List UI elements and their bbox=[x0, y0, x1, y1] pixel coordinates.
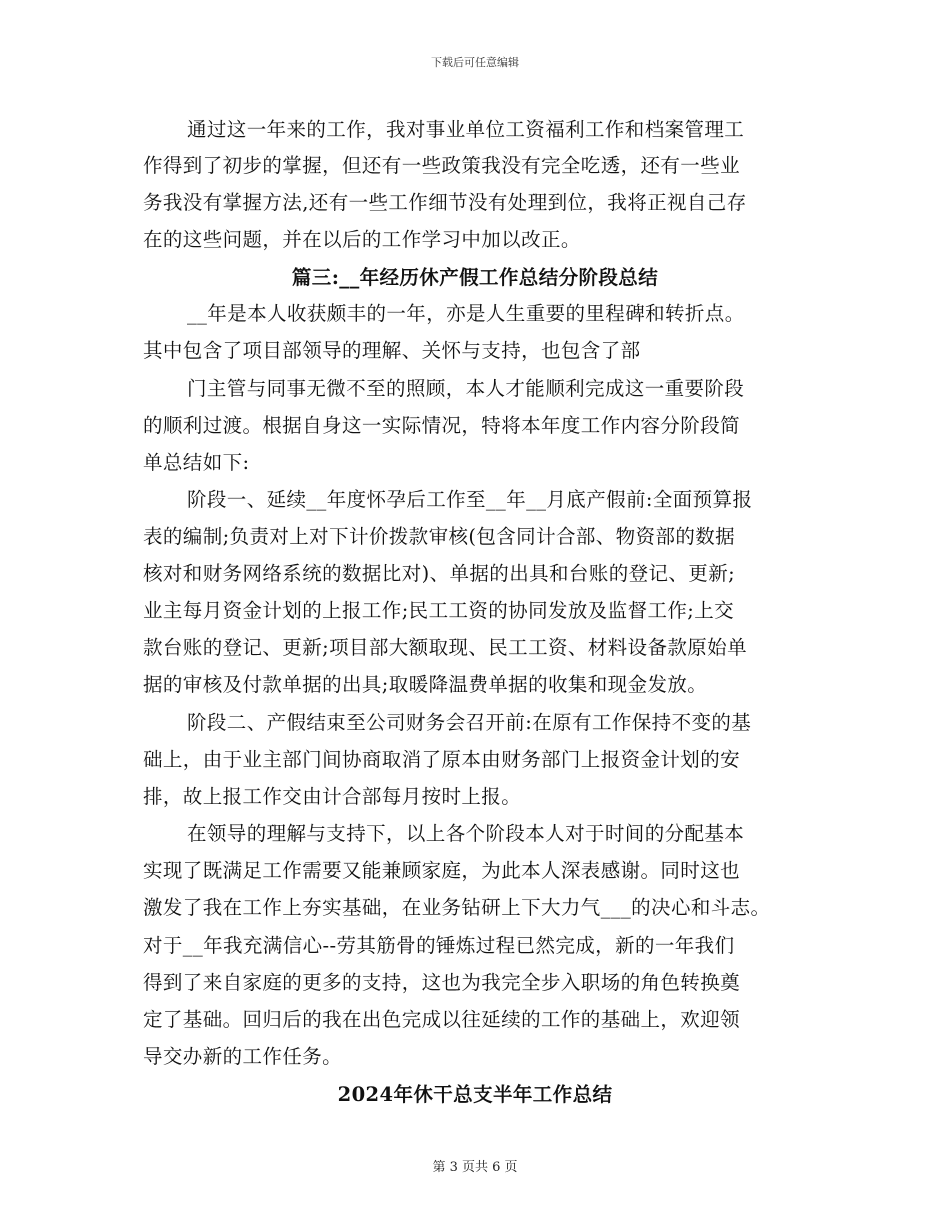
paragraph-line: 阶段一、延续__年度怀孕后工作至__年__月底产假前:全面预算报 bbox=[187, 488, 753, 511]
paragraph-line: 激发了我在工作上夯实基础，在业务钻研上下大力气___的决心和斗志。 bbox=[143, 896, 771, 919]
paragraph-line: __年是本人收获颇丰的一年，亦是人生重要的里程碑和转折点。 bbox=[187, 302, 745, 325]
section-heading: 篇三:__年经历休产假工作总结分阶段总结 bbox=[291, 266, 659, 289]
paragraph-line: 阶段二、产假结束至公司财务会召开前:在原有工作保持不变的基 bbox=[187, 711, 752, 734]
paragraph-line: 款台账的登记、更新;项目部大额取现、民工工资、材料设备款原始单 bbox=[143, 636, 747, 659]
paragraph-line: 据的审核及付款单据的出具;取暖降温费单据的收集和现金发放。 bbox=[143, 673, 708, 696]
paragraph-line: 础上，由于业主部门间协商取消了原本由财务部门上报资金计划的安 bbox=[143, 748, 741, 771]
paragraph-line: 定了基础。回归后的我在出色完成以往延续的工作的基础上，欢迎领 bbox=[143, 1008, 741, 1031]
paragraph-line: 的顺利过渡。根据自身这一实际情况，特将本年度工作内容分阶段简 bbox=[143, 414, 741, 437]
paragraph-line: 排，故上报工作交由计合部每月按时上报。 bbox=[143, 785, 522, 808]
paragraph-line: 单总结如下: bbox=[143, 451, 250, 474]
paragraph-line: 门主管与同事无微不至的照顾，本人才能顺利完成这一重要阶段 bbox=[187, 377, 745, 400]
paragraph-line: 在领导的理解与支持下，以上各个阶段本人对于时间的分配基本 bbox=[187, 822, 745, 845]
page-header: 下载后可任意编辑 bbox=[431, 56, 519, 69]
paragraph-line: 得到了来自家庭的更多的支持，这也为我完全步入职场的角色转换奠 bbox=[143, 971, 741, 994]
paragraph-line: 实现了既满足工作需要又能兼顾家庭，为此本人深表感谢。同时这也 bbox=[143, 859, 741, 882]
paragraph-line: 务我没有掌握方法,还有一些工作细节没有处理到位，我将正视自己存 bbox=[143, 191, 747, 214]
paragraph-line: 核对和财务网络系统的数据比对)、单据的出具和台账的登记、更新; bbox=[143, 562, 736, 585]
paragraph-line: 表的编制;负责对上对下计价拨款审核(包含同计合部、物资部的数据 bbox=[143, 525, 736, 548]
document-title: 2024年休干总支半年工作总结 bbox=[337, 1083, 613, 1106]
paragraph-line: 在的这些问题，并在以后的工作学习中加以改正。 bbox=[143, 228, 581, 251]
paragraph-line: 对于__年我充满信心--劳其筋骨的锤炼过程已然完成，新的一年我们 bbox=[143, 934, 735, 957]
paragraph-line: 其中包含了项目部领导的理解、关怀与支持，也包含了部 bbox=[143, 339, 641, 362]
paragraph-line: 作得到了初步的掌握，但还有一些政策我没有完全吃透，还有一些业 bbox=[143, 154, 741, 177]
page-footer: 第 3 页共 6 页 bbox=[432, 1160, 518, 1175]
paragraph-line: 业主每月资金计划的上报工作;民工工资的协同发放及监督工作;上交 bbox=[143, 599, 735, 622]
paragraph-line: 导交办新的工作任务。 bbox=[143, 1045, 343, 1068]
paragraph-line: 通过这一年来的工作，我对事业单位工资福利工作和档案管理工 bbox=[187, 118, 745, 141]
